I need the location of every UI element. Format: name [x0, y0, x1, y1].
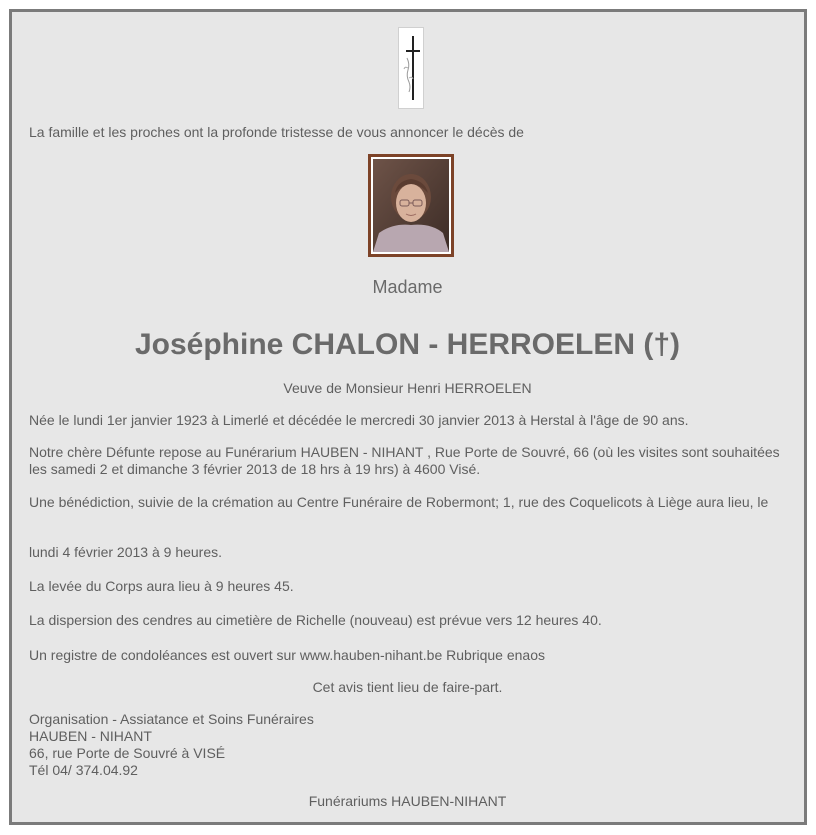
portrait-photo — [368, 154, 454, 257]
widow-of: Veuve de Monsieur Henri HERROELEN — [283, 380, 532, 396]
organisation-block — [29, 711, 786, 779]
intro-text: La famille et les proches ont la profonde tristesse de vous annoncer le décès de — [29, 124, 524, 140]
rest-text: Notre chère Défunte repose au Funérarium HAUBEN - NIHANT , Rue Porte de Souvré, 66 (où les visites sont souhaitées les samedi 2 et dimanche 3 février 2013 de 18 hrs à 19 hrs) à 4600 Visé. — [29, 444, 780, 477]
obituary-card — [9, 9, 807, 825]
birth-death-text: Née le lundi 1er janvier 1923 à Limerlé et décédée le mercredi 30 janvier 2013 à Herstal à l'âge de 90 ans. — [29, 412, 689, 428]
organisation-line-4: Tél 04/ 374.04.92 — [29, 762, 138, 778]
deceased-title: Madame — [372, 277, 443, 297]
registry-text: Un registre de condoléances est ouvert sur www.hauben-nihant.be Rubrique enaos — [29, 647, 545, 663]
organisation-line-3: 66, rue Porte de Souvré à VISÉ — [29, 745, 226, 761]
latin-cross-with-lily-icon — [398, 27, 424, 109]
deceased-name: Joséphine CHALON - HERROELEN (†) — [134, 328, 681, 361]
blessing-text: Une bénédiction, suivie de la crémation au Centre Funéraire de Robermont; 1, rue des Coquelicots à Liège aura lieu, le — [29, 494, 769, 510]
footer-signature: Funérariums HAUBEN-NIHANT — [308, 793, 507, 809]
organisation-line-1: Organisation - Assiatance et Soins Funéraires — [29, 711, 314, 727]
levee-text: La levée du Corps aura lieu à 9 heures 45. — [29, 578, 294, 594]
ceremony-date: lundi 4 février 2013 à 9 heures. — [29, 544, 223, 560]
notice-text: Cet avis tient lieu de faire-part. — [312, 679, 503, 695]
organisation-line-2: HAUBEN - NIHANT — [29, 728, 152, 744]
dispersion-text: La dispersion des cendres au cimetière de Richelle (nouveau) est prévue vers 12 heures 40. — [29, 612, 602, 628]
